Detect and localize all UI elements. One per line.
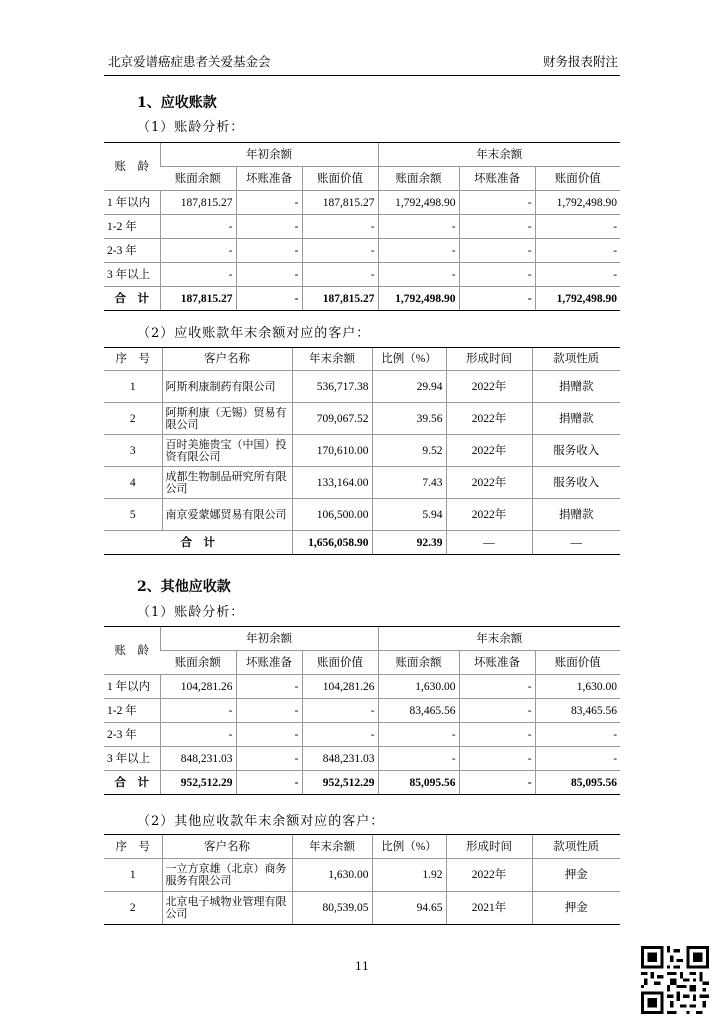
cell-time: 2022年 — [446, 435, 532, 467]
header-age: 账 龄 — [104, 627, 160, 675]
cell-no: 2 — [104, 403, 162, 435]
cell-value: - — [459, 191, 535, 215]
header-book-value: 账面价值 — [535, 167, 620, 191]
table-row — [104, 467, 620, 499]
cell-value: 1,792,498.90 — [535, 287, 620, 311]
ar-aging-table — [104, 142, 620, 311]
header-book-value: 账面价值 — [302, 167, 378, 191]
cell-ratio: 94.65 — [372, 892, 446, 925]
cell-time: 2022年 — [446, 371, 532, 403]
cell-value: 83,465.56 — [535, 699, 620, 723]
cell-value: - — [160, 723, 236, 747]
header-end-balance: 年末余额 — [378, 627, 620, 651]
cell-balance: 170,610.00 — [292, 435, 372, 467]
cell-value: - — [236, 215, 302, 239]
cell-nature: 捐赠款 — [532, 403, 620, 435]
header-balance: 年末余额 — [292, 835, 372, 859]
cell-customer-name: 北京电子城物业管理有限公司 — [162, 892, 292, 925]
cell-value: - — [459, 263, 535, 287]
cell-value: 1,630.00 — [378, 675, 459, 699]
cell-value: - — [378, 215, 459, 239]
cell-nature: 押金 — [532, 892, 620, 925]
cell-value: - — [236, 675, 302, 699]
cell-total-time: — — [446, 531, 532, 555]
cell-no: 4 — [104, 467, 162, 499]
cell-value: - — [236, 263, 302, 287]
table-row — [104, 747, 620, 771]
cell-ratio: 9.52 — [372, 435, 446, 467]
cell-value: - — [459, 215, 535, 239]
cell-value: - — [236, 723, 302, 747]
header-org-name: 北京爱谱癌症患者关爱基金会 — [108, 54, 271, 69]
table-row — [104, 435, 620, 467]
cell-value: - — [236, 191, 302, 215]
header-bad-debt: 坏账准备 — [236, 167, 302, 191]
cell-value: - — [459, 699, 535, 723]
cell-value: - — [535, 747, 620, 771]
table-total-row — [104, 287, 620, 311]
cell-age: 1 年以内 — [104, 191, 160, 215]
cell-value: 85,095.56 — [535, 771, 620, 795]
cell-customer-name: 南京爱蒙娜贸易有限公司 — [162, 499, 292, 531]
cell-age: 3 年以上 — [104, 263, 160, 287]
cell-balance: 80,539.05 — [292, 892, 372, 925]
cell-ratio: 1.92 — [372, 859, 446, 892]
cell-value: - — [459, 771, 535, 795]
page-number: 11 — [355, 960, 369, 973]
table-row — [104, 263, 620, 287]
cell-value: - — [302, 263, 378, 287]
cell-value: 187,815.27 — [160, 191, 236, 215]
table-row — [104, 675, 620, 699]
section-title-other-receivables: 2、其他应收款 — [137, 579, 231, 595]
subsection-title-customers: （2）应收账款年末余额对应的客户： — [137, 326, 371, 341]
cell-value: 848,231.03 — [302, 747, 378, 771]
cell-ratio: 29.94 — [372, 371, 446, 403]
cell-value: - — [535, 215, 620, 239]
cell-value: 1,630.00 — [535, 675, 620, 699]
cell-balance: 133,164.00 — [292, 467, 372, 499]
cell-no: 2 — [104, 892, 162, 925]
table-row — [104, 239, 620, 263]
table-total-row — [104, 771, 620, 795]
subsection-title-aging: （1）账龄分析： — [137, 605, 245, 620]
table-row — [104, 699, 620, 723]
cell-value: - — [459, 675, 535, 699]
cell-value: - — [535, 239, 620, 263]
cell-customer-name: 百时美施贵宝（中国）投资有限公司 — [162, 435, 292, 467]
table-row — [104, 403, 620, 435]
header-book-balance: 账面余额 — [378, 167, 459, 191]
cell-value: - — [459, 723, 535, 747]
cell-customer-name: 一立方京雄（北京）商务服务有限公司 — [162, 859, 292, 892]
cell-total-balance: 1,656,058.90 — [292, 531, 372, 555]
header-begin-balance: 年初余额 — [160, 143, 378, 167]
subsection-title-aging: （1）账龄分析： — [137, 120, 245, 135]
header-no: 序 号 — [104, 835, 162, 859]
cell-value: - — [236, 747, 302, 771]
cell-value: 1,792,498.90 — [535, 191, 620, 215]
cell-age: 2-3 年 — [104, 239, 160, 263]
header-nature: 款项性质 — [532, 835, 620, 859]
cell-customer-name: 阿斯利康制药有限公司 — [162, 371, 292, 403]
ar-customers-table — [104, 347, 620, 555]
cell-customer-name: 阿斯利康（无锡）贸易有限公司 — [162, 403, 292, 435]
cell-value: 952,512.29 — [160, 771, 236, 795]
section-title-accounts-receivable: 1、应收账款 — [137, 95, 217, 111]
cell-balance: 709,067.52 — [292, 403, 372, 435]
table-row — [104, 215, 620, 239]
cell-value: - — [302, 215, 378, 239]
cell-value: - — [378, 239, 459, 263]
cell-age: 3 年以上 — [104, 747, 160, 771]
table-row — [104, 892, 620, 925]
cell-value: - — [236, 287, 302, 311]
header-book-balance: 账面余额 — [160, 167, 236, 191]
cell-total-label: 合 计 — [104, 771, 160, 795]
cell-value: - — [302, 699, 378, 723]
cell-value: 1,792,498.90 — [378, 191, 459, 215]
header-book-value: 账面价值 — [302, 651, 378, 675]
table-row — [104, 723, 620, 747]
header-customer-name: 客户名称 — [162, 348, 292, 371]
cell-balance: 1,630.00 — [292, 859, 372, 892]
qr-code-icon — [641, 946, 709, 1014]
cell-value: - — [302, 723, 378, 747]
cell-value: 104,281.26 — [160, 675, 236, 699]
cell-value: - — [160, 239, 236, 263]
subsection-title-customers: （2）其他应收款年末余额对应的客户： — [137, 814, 385, 829]
header-bad-debt: 坏账准备 — [459, 651, 535, 675]
table-row — [104, 191, 620, 215]
table-total-row — [104, 531, 620, 555]
cell-total-label: 合 计 — [104, 531, 292, 555]
header-book-balance: 账面余额 — [378, 651, 459, 675]
cell-balance: 106,500.00 — [292, 499, 372, 531]
cell-value: - — [236, 239, 302, 263]
cell-value: - — [160, 699, 236, 723]
cell-value: - — [160, 263, 236, 287]
cell-value: - — [236, 699, 302, 723]
header-time: 形成时间 — [446, 835, 532, 859]
cell-age: 1-2 年 — [104, 699, 160, 723]
cell-total-nature: — — [532, 531, 620, 555]
cell-balance: 536,717.38 — [292, 371, 372, 403]
cell-no: 1 — [104, 859, 162, 892]
header-doc-title: 财务报表附注 — [542, 54, 618, 69]
cell-total-label: 合 计 — [104, 287, 160, 311]
cell-nature: 捐赠款 — [532, 499, 620, 531]
cell-value: 104,281.26 — [302, 675, 378, 699]
cell-value: - — [459, 287, 535, 311]
cell-age: 1-2 年 — [104, 215, 160, 239]
header-begin-balance: 年初余额 — [160, 627, 378, 651]
cell-value: - — [302, 239, 378, 263]
cell-value: - — [459, 239, 535, 263]
header-ratio: 比例（%） — [372, 835, 446, 859]
cell-ratio: 7.43 — [372, 467, 446, 499]
cell-ratio: 39.56 — [372, 403, 446, 435]
cell-value: - — [236, 771, 302, 795]
header-time: 形成时间 — [446, 348, 532, 371]
header-end-balance: 年末余额 — [378, 143, 620, 167]
header-balance: 年末余额 — [292, 348, 372, 371]
cell-value: 1,792,498.90 — [378, 287, 459, 311]
cell-value: 187,815.27 — [302, 191, 378, 215]
cell-value: - — [535, 723, 620, 747]
cell-value: 952,512.29 — [302, 771, 378, 795]
cell-no: 5 — [104, 499, 162, 531]
cell-value: 83,465.56 — [378, 699, 459, 723]
header-ratio: 比例（%） — [372, 348, 446, 371]
header-book-value: 账面价值 — [535, 651, 620, 675]
table-row — [104, 859, 620, 892]
cell-value: 187,815.27 — [302, 287, 378, 311]
cell-value: - — [378, 723, 459, 747]
cell-time: 2022年 — [446, 403, 532, 435]
header-customer-name: 客户名称 — [162, 835, 292, 859]
cell-total-ratio: 92.39 — [372, 531, 446, 555]
cell-value: - — [378, 263, 459, 287]
cell-time: 2022年 — [446, 467, 532, 499]
cell-nature: 服务收入 — [532, 435, 620, 467]
oar-aging-table — [104, 626, 620, 795]
cell-age: 1 年以内 — [104, 675, 160, 699]
header-divider — [104, 75, 620, 76]
cell-ratio: 5.94 — [372, 499, 446, 531]
oar-customers-table — [104, 834, 620, 925]
header-bad-debt: 坏账准备 — [459, 167, 535, 191]
cell-value: 187,815.27 — [160, 287, 236, 311]
cell-no: 1 — [104, 371, 162, 403]
header-bad-debt: 坏账准备 — [236, 651, 302, 675]
header-age: 账 龄 — [104, 143, 160, 191]
cell-nature: 押金 — [532, 859, 620, 892]
table-row — [104, 371, 620, 403]
cell-time: 2022年 — [446, 499, 532, 531]
cell-value: - — [459, 747, 535, 771]
header-book-balance: 账面余额 — [160, 651, 236, 675]
cell-value: - — [378, 747, 459, 771]
header-no: 序 号 — [104, 348, 162, 371]
header-nature: 款项性质 — [532, 348, 620, 371]
cell-time: 2021年 — [446, 892, 532, 925]
cell-value: - — [535, 263, 620, 287]
cell-value: 85,095.56 — [378, 771, 459, 795]
cell-time: 2022年 — [446, 859, 532, 892]
cell-value: - — [160, 215, 236, 239]
cell-nature: 服务收入 — [532, 467, 620, 499]
table-row — [104, 499, 620, 531]
cell-nature: 捐赠款 — [532, 371, 620, 403]
cell-customer-name: 成都生物制品研究所有限公司 — [162, 467, 292, 499]
cell-age: 2-3 年 — [104, 723, 160, 747]
cell-no: 3 — [104, 435, 162, 467]
cell-value: 848,231.03 — [160, 747, 236, 771]
